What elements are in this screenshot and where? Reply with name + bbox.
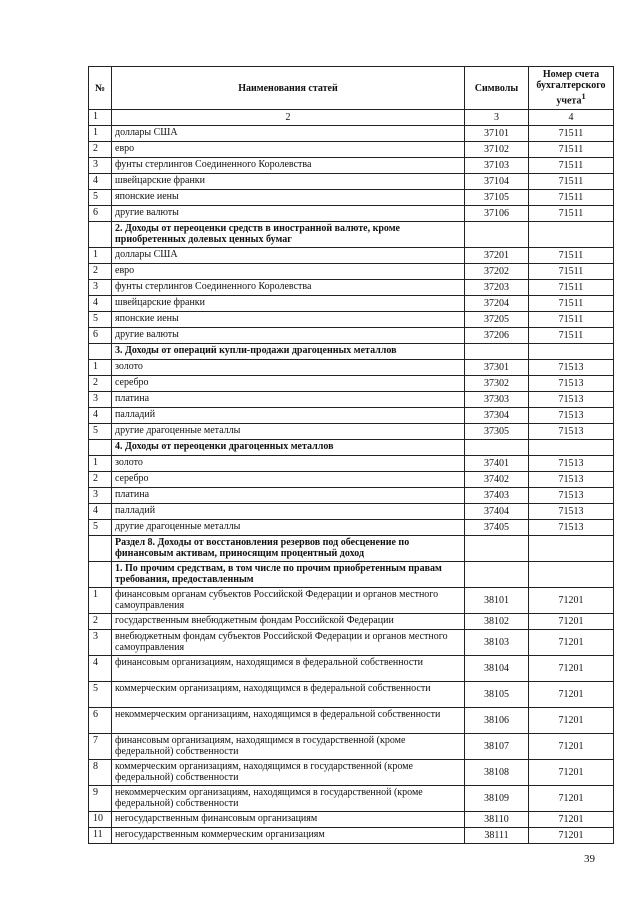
- empty-cell: [529, 562, 614, 588]
- row-number: 2: [89, 142, 112, 158]
- row-number: 4: [89, 174, 112, 190]
- row-symbol: 37206: [465, 328, 529, 344]
- section-row: [89, 562, 614, 588]
- table-row: [89, 734, 614, 760]
- row-symbol: 37401: [465, 456, 529, 472]
- row-symbol: 37403: [465, 488, 529, 504]
- row-number: 6: [89, 328, 112, 344]
- row-name: серебро: [112, 376, 465, 392]
- row-account: 71513: [529, 472, 614, 488]
- table-body: [89, 126, 614, 844]
- row-account: 71513: [529, 376, 614, 392]
- empty-cell: [465, 344, 529, 360]
- row-symbol: 37105: [465, 190, 529, 206]
- row-name: японские иены: [112, 190, 465, 206]
- row-symbol: 38110: [465, 812, 529, 828]
- table-row: [89, 614, 614, 630]
- row-name: золото: [112, 360, 465, 376]
- table-row: [89, 126, 614, 142]
- row-account: 71513: [529, 392, 614, 408]
- row-symbol: 37305: [465, 424, 529, 440]
- row-symbol: 38104: [465, 656, 529, 682]
- row-name: доллары США: [112, 126, 465, 142]
- row-number: 3: [89, 280, 112, 296]
- table-row: [89, 760, 614, 786]
- header-account: [529, 67, 614, 110]
- section-row: [89, 536, 614, 562]
- accounts-table: [88, 66, 614, 844]
- row-name: фунты стерлингов Соединенного Королевства: [112, 158, 465, 174]
- row-number: 3: [89, 392, 112, 408]
- table-row: [89, 408, 614, 424]
- empty-cell: [529, 222, 614, 248]
- row-account: 71511: [529, 206, 614, 222]
- empty-cell: [465, 440, 529, 456]
- row-account: 71513: [529, 424, 614, 440]
- table-row: [89, 682, 614, 708]
- row-account: 71201: [529, 682, 614, 708]
- table-row: [89, 174, 614, 190]
- row-symbol: 37202: [465, 264, 529, 280]
- row-name: негосударственным коммерческим организациям: [112, 828, 465, 844]
- row-symbol: 38107: [465, 734, 529, 760]
- table-row: [89, 312, 614, 328]
- table-row: [89, 264, 614, 280]
- row-name: финансовым организациям, находящимся в государственной (кроме федеральной) собственности: [112, 734, 465, 760]
- empty-cell: [89, 440, 112, 456]
- row-symbol: 37102: [465, 142, 529, 158]
- row-number: 5: [89, 424, 112, 440]
- header-account-footnote: 1: [581, 92, 586, 102]
- row-account: 71513: [529, 488, 614, 504]
- row-number: 5: [89, 190, 112, 206]
- row-account: 71513: [529, 456, 614, 472]
- row-name: доллары США: [112, 248, 465, 264]
- row-symbol: 37201: [465, 248, 529, 264]
- table-row: [89, 588, 614, 614]
- header-num: №: [89, 67, 112, 110]
- row-symbol: 37301: [465, 360, 529, 376]
- row-account: 71513: [529, 360, 614, 376]
- row-name: негосударственным финансовым организациям: [112, 812, 465, 828]
- row-account: 71201: [529, 630, 614, 656]
- table-row: [89, 630, 614, 656]
- row-symbol: 38111: [465, 828, 529, 844]
- section-title: 3. Доходы от операций купли-продажи драгоценных металлов: [112, 344, 465, 360]
- column-index-row: [89, 110, 614, 126]
- row-account: 71511: [529, 280, 614, 296]
- header-account-label: Номер счета бухгалтерского учета: [536, 69, 606, 107]
- row-name: другие валюты: [112, 328, 465, 344]
- row-account: 71511: [529, 264, 614, 280]
- row-number: 2: [89, 614, 112, 630]
- row-number: 1: [89, 588, 112, 614]
- column-index: 4: [529, 110, 614, 126]
- row-symbol: 38101: [465, 588, 529, 614]
- row-account: 71511: [529, 174, 614, 190]
- row-number: 1: [89, 360, 112, 376]
- row-account: 71513: [529, 520, 614, 536]
- row-name: некоммерческим организациям, находящимся в федеральной собственности: [112, 708, 465, 734]
- row-symbol: 37205: [465, 312, 529, 328]
- row-account: 71201: [529, 614, 614, 630]
- row-number: 2: [89, 472, 112, 488]
- row-symbol: 37203: [465, 280, 529, 296]
- table-row: [89, 504, 614, 520]
- row-account: 71511: [529, 296, 614, 312]
- row-number: 5: [89, 312, 112, 328]
- section-row: [89, 222, 614, 248]
- table-row: [89, 520, 614, 536]
- empty-cell: [529, 344, 614, 360]
- row-symbol: 38109: [465, 786, 529, 812]
- row-name: коммерческим организациям, находящимся в государственной (кроме федеральной) собственности: [112, 760, 465, 786]
- row-number: 2: [89, 264, 112, 280]
- row-account: 71511: [529, 142, 614, 158]
- table-row: [89, 488, 614, 504]
- column-index: 3: [465, 110, 529, 126]
- table-row: [89, 360, 614, 376]
- row-name: финансовым организациям, находящимся в федеральной собственности: [112, 656, 465, 682]
- table-row: [89, 296, 614, 312]
- row-number: 1: [89, 126, 112, 142]
- empty-cell: [89, 562, 112, 588]
- section-title: 1. По прочим средствам, в том числе по прочим приобретенным правам требования, предоставленным: [112, 562, 465, 588]
- table-row: [89, 190, 614, 206]
- row-number: 4: [89, 504, 112, 520]
- row-name: фунты стерлингов Соединенного Королевства: [112, 280, 465, 296]
- row-symbol: 38106: [465, 708, 529, 734]
- table-row: [89, 280, 614, 296]
- page-number: 39: [584, 853, 595, 865]
- table-row: [89, 786, 614, 812]
- empty-cell: [529, 440, 614, 456]
- row-symbol: 37405: [465, 520, 529, 536]
- table-row: [89, 328, 614, 344]
- table-row: [89, 456, 614, 472]
- row-name: палладий: [112, 408, 465, 424]
- row-number: 1: [89, 456, 112, 472]
- row-account: 71513: [529, 504, 614, 520]
- row-name: швейцарские франки: [112, 296, 465, 312]
- row-symbol: 38105: [465, 682, 529, 708]
- row-account: 71511: [529, 248, 614, 264]
- row-account: 71201: [529, 656, 614, 682]
- row-symbol: 37304: [465, 408, 529, 424]
- table-row: [89, 206, 614, 222]
- row-account: 71201: [529, 734, 614, 760]
- table-row: [89, 656, 614, 682]
- row-number: 11: [89, 828, 112, 844]
- header-name: Наименования статей: [112, 67, 465, 110]
- row-number: 5: [89, 682, 112, 708]
- section-row: [89, 344, 614, 360]
- table-row: [89, 376, 614, 392]
- empty-cell: [465, 536, 529, 562]
- row-number: 1: [89, 248, 112, 264]
- row-symbol: 37303: [465, 392, 529, 408]
- row-number: 3: [89, 488, 112, 504]
- row-number: 8: [89, 760, 112, 786]
- row-account: 71511: [529, 190, 614, 206]
- empty-cell: [465, 222, 529, 248]
- row-number: 6: [89, 708, 112, 734]
- row-symbol: 37101: [465, 126, 529, 142]
- row-name: государственным внебюджетным фондам Российской Федерации: [112, 614, 465, 630]
- row-symbol: 38103: [465, 630, 529, 656]
- row-account: 71201: [529, 828, 614, 844]
- row-name: евро: [112, 264, 465, 280]
- row-name: палладий: [112, 504, 465, 520]
- section-title: 4. Доходы от переоценки драгоценных металлов: [112, 440, 465, 456]
- table-row: [89, 142, 614, 158]
- row-account: 71201: [529, 708, 614, 734]
- row-symbol: 37302: [465, 376, 529, 392]
- row-name: японские иены: [112, 312, 465, 328]
- row-number: 5: [89, 520, 112, 536]
- row-number: 4: [89, 296, 112, 312]
- row-account: 71201: [529, 812, 614, 828]
- row-name: другие валюты: [112, 206, 465, 222]
- row-account: 71511: [529, 126, 614, 142]
- empty-cell: [89, 344, 112, 360]
- table-row: [89, 812, 614, 828]
- row-number: 4: [89, 408, 112, 424]
- section-title: 2. Доходы от переоценки средств в иностранной валюте, кроме приобретенных долевых ценных бумаг: [112, 222, 465, 248]
- table-row: [89, 248, 614, 264]
- row-name: серебро: [112, 472, 465, 488]
- row-name: внебюджетным фондам субъектов Российской Федерации и органов местного самоуправления: [112, 630, 465, 656]
- row-name: золото: [112, 456, 465, 472]
- row-symbol: 38102: [465, 614, 529, 630]
- header-symbols: Символы: [465, 67, 529, 110]
- row-account: 71201: [529, 760, 614, 786]
- empty-cell: [529, 536, 614, 562]
- row-symbol: 37103: [465, 158, 529, 174]
- row-symbol: 38108: [465, 760, 529, 786]
- row-number: 4: [89, 656, 112, 682]
- empty-cell: [89, 536, 112, 562]
- row-name: евро: [112, 142, 465, 158]
- row-number: 7: [89, 734, 112, 760]
- row-account: 71511: [529, 328, 614, 344]
- section-row: [89, 440, 614, 456]
- row-name: другие драгоценные металлы: [112, 424, 465, 440]
- row-number: 3: [89, 158, 112, 174]
- table-row: [89, 828, 614, 844]
- row-account: 71511: [529, 312, 614, 328]
- table-header-row: [89, 67, 614, 110]
- empty-cell: [465, 562, 529, 588]
- row-number: 6: [89, 206, 112, 222]
- row-account: 71201: [529, 588, 614, 614]
- row-symbol: 37404: [465, 504, 529, 520]
- row-name: другие драгоценные металлы: [112, 520, 465, 536]
- row-symbol: 37106: [465, 206, 529, 222]
- row-name: коммерческим организациям, находящимся в федеральной собственности: [112, 682, 465, 708]
- row-number: 2: [89, 376, 112, 392]
- section-title: Раздел 8. Доходы от восстановления резервов под обесценение по финансовым активам, приносящим процентный доход: [112, 536, 465, 562]
- row-symbol: 37402: [465, 472, 529, 488]
- table-row: [89, 472, 614, 488]
- row-name: швейцарские франки: [112, 174, 465, 190]
- row-name: платина: [112, 392, 465, 408]
- row-name: некоммерческим организациям, находящимся в государственной (кроме федеральной) собственности: [112, 786, 465, 812]
- row-name: платина: [112, 488, 465, 504]
- row-account: 71201: [529, 786, 614, 812]
- row-number: 10: [89, 812, 112, 828]
- row-number: 3: [89, 630, 112, 656]
- column-index: 2: [112, 110, 465, 126]
- row-symbol: 37104: [465, 174, 529, 190]
- table-row: [89, 392, 614, 408]
- row-symbol: 37204: [465, 296, 529, 312]
- row-account: 71511: [529, 158, 614, 174]
- row-account: 71513: [529, 408, 614, 424]
- empty-cell: [89, 222, 112, 248]
- row-name: финансовым органам субъектов Российской Федерации и органов местного самоуправления: [112, 588, 465, 614]
- row-number: 9: [89, 786, 112, 812]
- table-row: [89, 708, 614, 734]
- column-index: 1: [89, 110, 112, 126]
- table-row: [89, 424, 614, 440]
- table-row: [89, 158, 614, 174]
